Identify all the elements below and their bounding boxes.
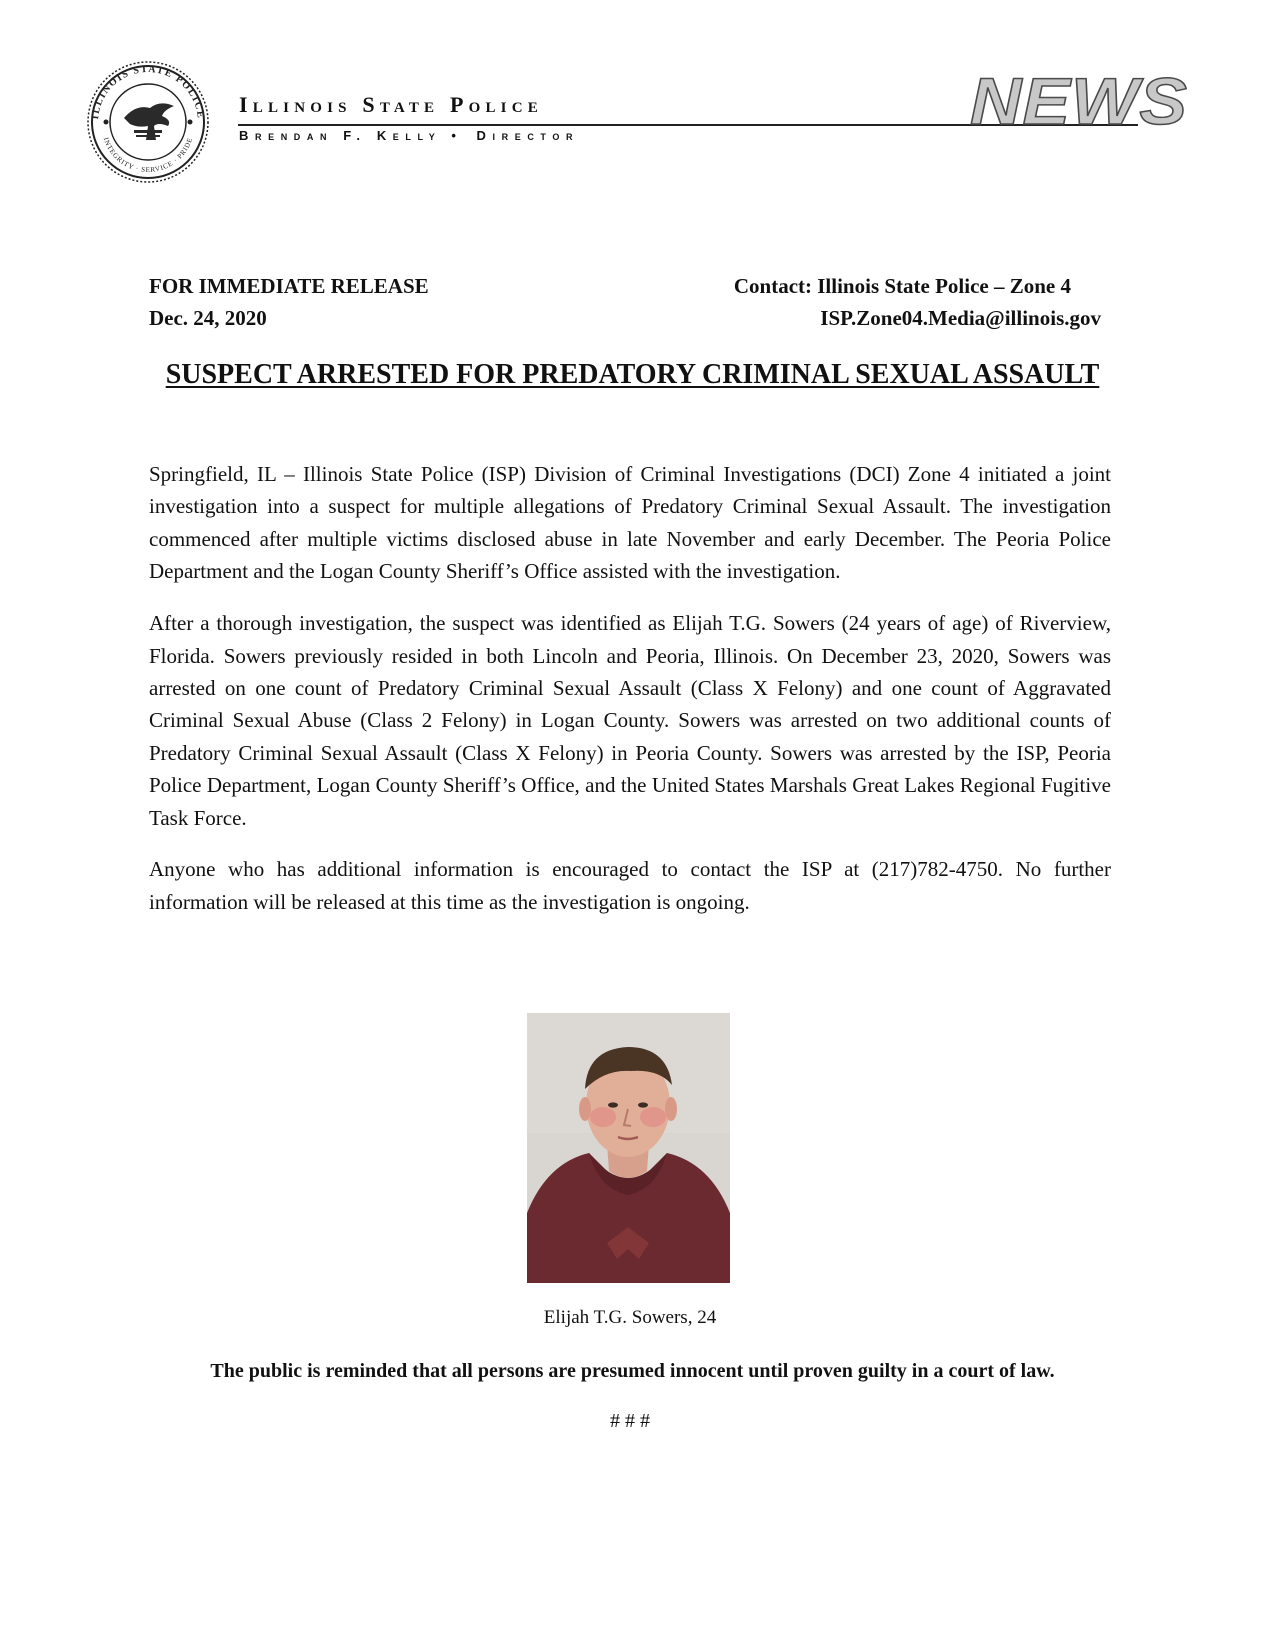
director-title: Director [476, 128, 580, 143]
body-paragraph-2: After a thorough investigation, the suspect was identified as Elijah T.G. Sowers (24 years of age) of Riverview, Florida. Sowers previously resided in both Lincoln and Peoria, Illinois. On December 23, 2020, Sowers was arrested on one count of Predatory Criminal Sexual Assault (Class X Felony) and one count of Aggravated Criminal Sexual Abuse (Class 2 Felony) in Logan County. Sowers was arrested on two additional counts of Predatory Criminal Sexual Assault (Class X Felony) in Peoria County. Sowers was arrested by the ISP, Peoria Police Department, Logan County Sheriff’s Office, and the United States Marshals Great Lakes Regional Fugitive Task Force. [149, 611, 1111, 830]
seal-ring-text: ILLINOIS STATE POLICE [90, 63, 207, 120]
headline: SUSPECT ARRESTED FOR PREDATORY CRIMINAL SEXUAL ASSAULT [165, 359, 1100, 390]
contact-info [734, 270, 1101, 334]
isp-seal [76, 60, 220, 184]
seal-emblem-icon [76, 60, 220, 184]
body-copy [149, 458, 1111, 938]
news-label: NEWS [970, 64, 1188, 138]
release-info [149, 270, 429, 334]
contact-email[interactable]: ISP.Zone04.Media@illinois.gov [820, 306, 1101, 330]
suspect-portrait-image [527, 1013, 730, 1283]
director-separator: • [451, 128, 463, 143]
agency-name: Illinois State Police [239, 92, 543, 117]
photo-caption: Elijah T.G. Sowers, 24 [543, 1307, 717, 1328]
end-mark: # # # [610, 1410, 650, 1432]
body-paragraph-3: Anyone who has additional information is encouraged to contact the ISP at (217)782-4750. No further information will be released at this time as the investigation is ongoing. [149, 857, 1111, 914]
news-logo [964, 64, 1200, 142]
director-name: Brendan F. Kelly [239, 128, 442, 143]
release-status: FOR IMMEDIATE RELEASE [149, 274, 429, 298]
presumption-reminder: The public is reminded that all persons are presumed innocent until proven guilty in a court of law. [210, 1360, 1055, 1382]
contact-line: Contact: Illinois State Police – Zone 4 [733, 274, 1071, 298]
director-line [239, 128, 579, 144]
seal-motto: INTEGRITY · SERVICE · PRIDE [101, 136, 195, 175]
release-date: Dec. 24, 2020 [149, 306, 267, 330]
suspect-photo [527, 1013, 730, 1283]
body-paragraph-1: Springfield, IL – Illinois State Police (ISP) Division of Criminal Investigations (DCI) Zone 4 initiated a joint investigation into a suspect for multiple allegations of Predatory Criminal Sexual Assault. The investigation commenced after multiple victims disclosed abuse in late November and early December. The Peoria Police Department and the Logan County Sheriff’s Office assisted with the investigation. [149, 462, 1111, 584]
